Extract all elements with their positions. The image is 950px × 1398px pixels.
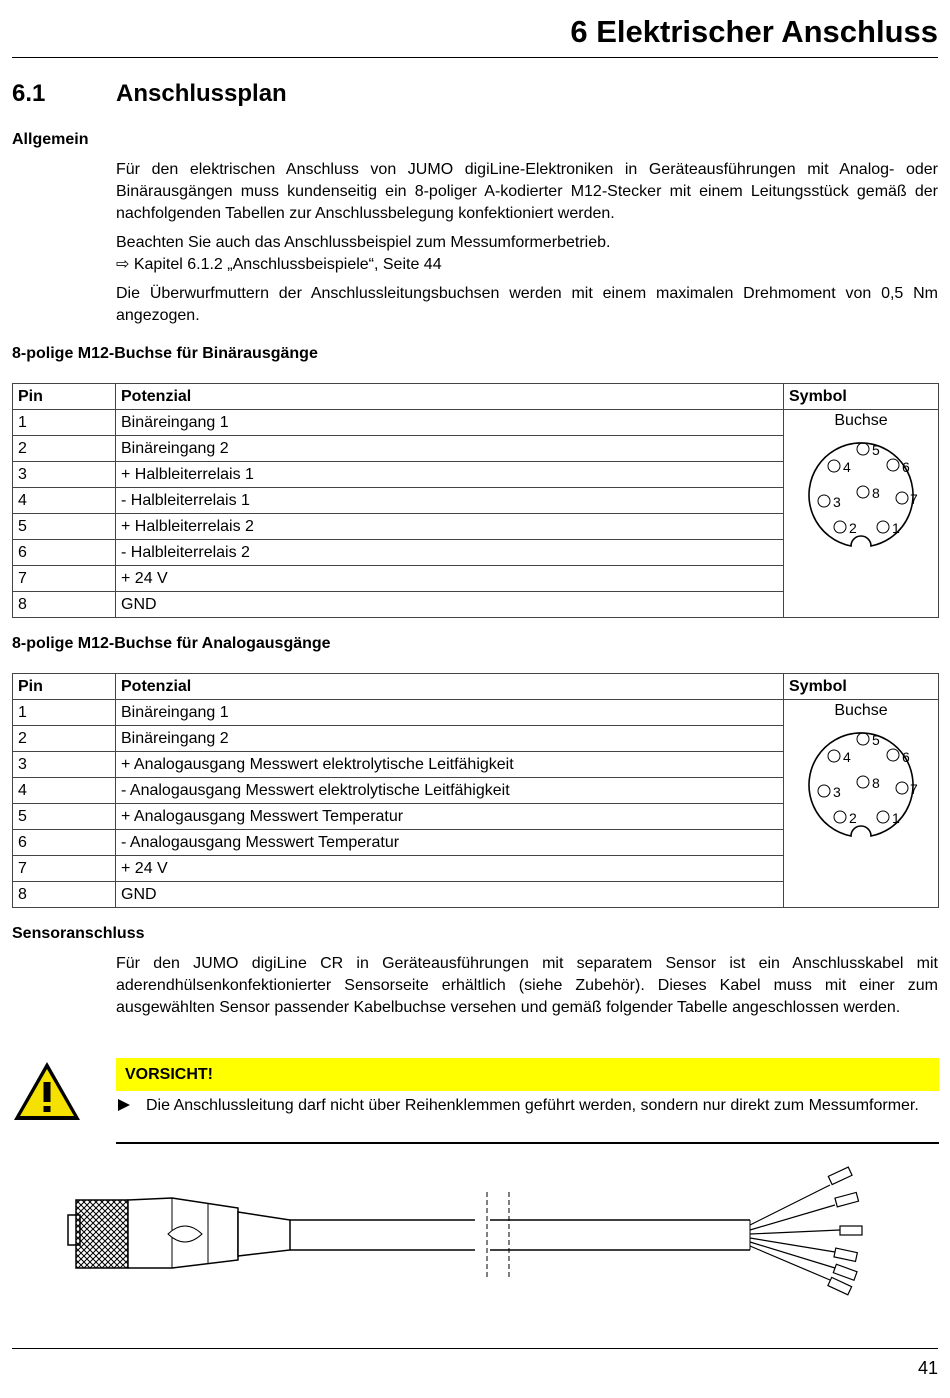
chapter-title: 6 Elektrischer Anschluss: [570, 14, 938, 49]
pin-label: 6: [902, 459, 910, 475]
pin-label: 7: [910, 781, 918, 797]
potenzial-cell: Binäreingang 2: [116, 436, 784, 462]
potenzial-cell: + 24 V: [116, 856, 784, 882]
binary-table-heading: 8-polige M12-Buchse für Binärausgänge: [12, 345, 318, 362]
sensor-heading: Sensoranschluss: [12, 925, 145, 942]
potenzial-cell: + 24 V: [116, 566, 784, 592]
potenzial-cell: Binäreingang 1: [116, 700, 784, 726]
potenzial-cell: Binäreingang 1: [116, 410, 784, 436]
pin-label: 2: [849, 810, 857, 826]
header-rule: [12, 57, 938, 58]
col-symbol: Symbol: [784, 674, 939, 700]
caution-bar: [116, 1058, 939, 1091]
general-para-2: Beachten Sie auch das Anschlussbeispiel zum Messumformerbetrieb.: [116, 234, 611, 251]
pin-label: 8: [872, 775, 880, 791]
table-row: [13, 700, 939, 726]
potenzial-cell: Binäreingang 2: [116, 726, 784, 752]
caution-text: Die Anschlussleitung darf nicht über Reihenklemmen geführt werden, sondern nur direkt zum Messumformer.: [146, 1097, 919, 1114]
pin-label: 4: [843, 749, 851, 765]
section-number: 6.1: [12, 80, 46, 107]
potenzial-cell: - Halbleiterrelais 2: [116, 540, 784, 566]
pin-cell: 1: [13, 410, 116, 436]
chapter-link[interactable]: [116, 254, 938, 276]
footer-rule: [12, 1348, 938, 1349]
analog-pin-table: [12, 673, 939, 908]
page-number: 41: [917, 1358, 938, 1378]
m12-socket-icon: [806, 436, 916, 566]
general-text: [116, 159, 938, 327]
bullet-triangle-icon: [117, 1098, 131, 1112]
arrow-right-icon: ⇨: [116, 256, 130, 273]
pin-cell: 4: [13, 778, 116, 804]
potenzial-cell: - Halbleiterrelais 1: [116, 488, 784, 514]
col-symbol: Symbol: [784, 384, 939, 410]
pin-cell: 8: [13, 882, 116, 908]
symbol-cell: [784, 410, 939, 618]
pin-cell: 5: [13, 804, 116, 830]
pin-cell: 4: [13, 488, 116, 514]
pin-cell: 5: [13, 514, 116, 540]
symbol-label: Buchse: [834, 412, 888, 429]
potenzial-cell: GND: [116, 882, 784, 908]
pin-cell: 8: [13, 592, 116, 618]
pin-label: 5: [872, 442, 880, 458]
pin-cell: 6: [13, 540, 116, 566]
sensor-text: Für den JUMO digiLine CR in Geräteausführungen mit separatem Sensor ist ein Anschlusskabel mit aderendhülsenkonfektionierter Sensorseite erhältlich (siehe Zubehör). Dieses Kabel muss mit einer zum ausgewählten Sensor passender Kabelbuchse versehen und gemäß folgender Tabelle angeschlossen werden.: [116, 955, 938, 1016]
col-pin: Pin: [13, 384, 116, 410]
pin-cell: 3: [13, 752, 116, 778]
pin-label: 7: [910, 491, 918, 507]
pin-cell: 7: [13, 566, 116, 592]
pin-cell: 6: [13, 830, 116, 856]
general-para-3: Die Überwurfmuttern der Anschlussleitungsbuchsen werden mit einem maximalen Drehmoment von 0,5 Nm angezogen.: [116, 285, 938, 324]
section-title: Anschlussplan: [116, 80, 287, 107]
potenzial-cell: + Analogausgang Messwert elektrolytische Leitfähigkeit: [116, 752, 784, 778]
potenzial-cell: GND: [116, 592, 784, 618]
binary-pin-table: [12, 383, 939, 618]
pin-cell: 7: [13, 856, 116, 882]
warning-triangle-icon: [12, 1060, 82, 1122]
pin-cell: 3: [13, 462, 116, 488]
symbol-label: Buchse: [834, 702, 888, 719]
pin-label: 3: [833, 494, 841, 510]
m12-socket-icon: [806, 726, 916, 856]
col-potenzial: Potenzial: [116, 674, 784, 700]
pin-label: 8: [872, 485, 880, 501]
potenzial-cell: + Halbleiterrelais 1: [116, 462, 784, 488]
pin-label: 2: [849, 520, 857, 536]
potenzial-cell: + Analogausgang Messwert Temperatur: [116, 804, 784, 830]
potenzial-cell: - Analogausgang Messwert elektrolytische Leitfähigkeit: [116, 778, 784, 804]
col-potenzial: Potenzial: [116, 384, 784, 410]
potenzial-cell: - Analogausgang Messwert Temperatur: [116, 830, 784, 856]
symbol-cell: [784, 700, 939, 908]
general-para-1: Für den elektrischen Anschluss von JUMO digiLine-Elektroniken in Geräteausführungen mit Analog- oder Binärausgängen muss kundenseitig ein 8-poliger A-kodierter M12-Stecker mit einem Leitungsstück gemäß der nachfolgenden Tabellen zur Anschlussbelegung konfektioniert werden.: [116, 161, 938, 222]
caution-rule: [116, 1142, 939, 1144]
analog-table-heading: 8-polige M12-Buchse für Analogausgänge: [12, 635, 331, 652]
pin-label: 5: [872, 732, 880, 748]
pin-label: 3: [833, 784, 841, 800]
pin-label: 1: [892, 810, 900, 826]
sensor-cable-illustration: [60, 1160, 890, 1290]
table-row: [13, 410, 939, 436]
pin-label: 6: [902, 749, 910, 765]
potenzial-cell: + Halbleiterrelais 2: [116, 514, 784, 540]
pin-cell: 2: [13, 436, 116, 462]
caution-label: VORSICHT!: [125, 1066, 213, 1083]
chapter-link-text[interactable]: Kapitel 6.1.2 „Anschlussbeispiele“, Seite 44: [133, 256, 442, 273]
col-pin: Pin: [13, 674, 116, 700]
pin-cell: 1: [13, 700, 116, 726]
pin-label: 4: [843, 459, 851, 475]
general-heading: Allgemein: [12, 131, 89, 148]
pin-label: 1: [892, 520, 900, 536]
pin-cell: 2: [13, 726, 116, 752]
